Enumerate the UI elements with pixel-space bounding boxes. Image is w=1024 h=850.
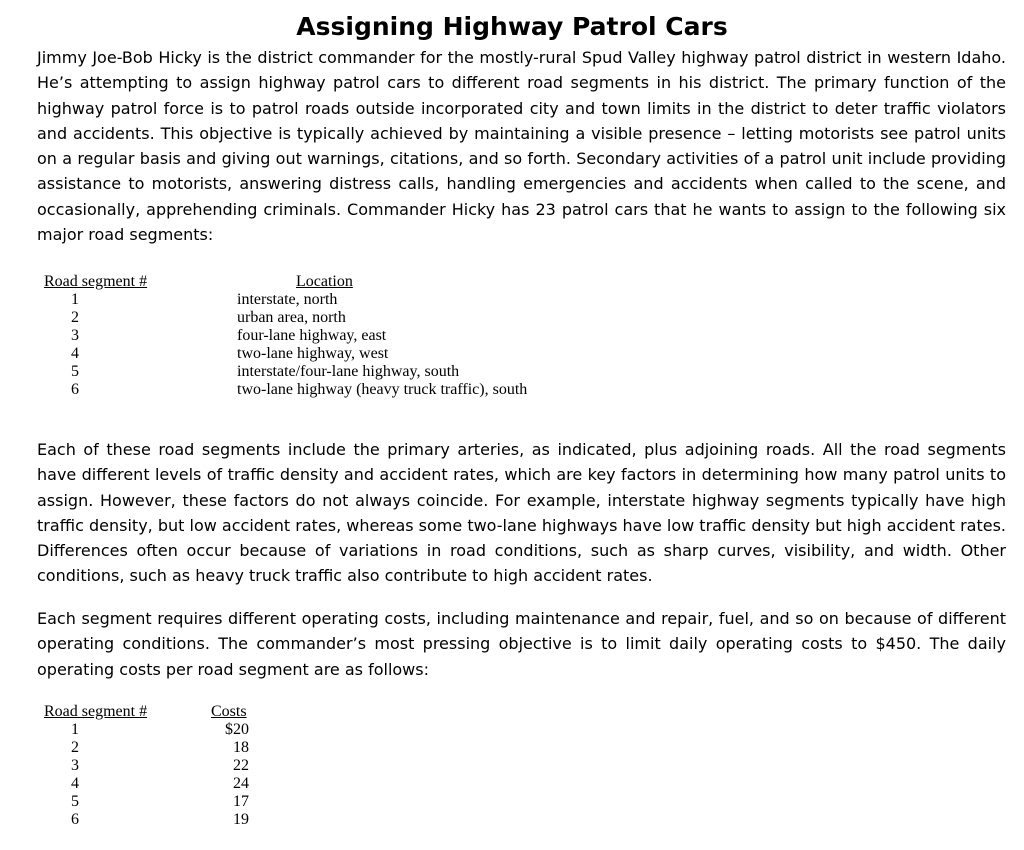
location-table [44, 273, 644, 423]
segment-number: 1 [71, 721, 79, 738]
traffic-paragraph: Each of these road segments include the primary arteries, as indicated, plus adjoining roads. All the road segments have different levels of traffic density and accident rates, which are key factors in determining how many patrol units to assign. However, these factors do not always coincide. For example, interstate highway segments typically have high traffic density, but low accident rates, whereas some two-lane highways have low traffic density but high accident rates. Differences often occur because of variations in road conditions, such as sharp curves, visibility, and width. Other conditions, such as heavy truck traffic also contribute to high accident rates. [37, 440, 1006, 586]
location-cell: interstate, north [237, 291, 338, 308]
page-title: Assigning Highway Patrol Cars [296, 12, 728, 41]
segment-column [44, 721, 106, 829]
segment-number: 1 [71, 291, 79, 308]
segment-number: 4 [71, 775, 79, 792]
segment-number: 2 [71, 309, 79, 326]
location-cell: urban area, north [237, 309, 346, 326]
cost-cell: 18 [233, 739, 249, 756]
cost-cell: $20 [225, 721, 249, 738]
segment-column [44, 291, 106, 399]
location-cell: two-lane highway (heavy truck traffic), south [237, 381, 528, 398]
segment-number: 4 [71, 345, 79, 362]
cost-table [44, 703, 344, 843]
location-cell: interstate/four-lane highway, south [237, 363, 460, 380]
segment-number: 3 [71, 327, 79, 344]
location-column-header: Location [296, 273, 353, 290]
cost-cell: 17 [233, 793, 249, 810]
location-cell: two-lane highway, west [237, 345, 389, 362]
segment-number: 6 [71, 381, 79, 398]
location-cell: four-lane highway, east [237, 327, 387, 344]
segment-number: 2 [71, 739, 79, 756]
location-column [237, 291, 527, 399]
cost-cell: 24 [233, 775, 249, 792]
segment-column-header: Road segment # [44, 703, 148, 720]
segment-column-header: Road segment # [44, 273, 148, 290]
costs-column-header: Costs [211, 703, 247, 720]
costs-column [204, 721, 249, 829]
cost-cell: 22 [233, 757, 249, 774]
segment-number: 6 [71, 811, 79, 828]
costs-paragraph: Each segment requires different operating costs, including maintenance and repair, fuel, and so on because of different operating conditions. The commander’s most pressing objective is to limit daily operating costs to $450. The daily operating costs per road segment are as follows: [37, 609, 1006, 679]
segment-number: 3 [71, 757, 79, 774]
cost-cell: 19 [233, 811, 249, 828]
segment-number: 5 [71, 363, 79, 380]
intro-paragraph: Jimmy Joe-Bob Hicky is the district commander for the mostly-rural Spud Valley highway patrol district in western Idaho. He’s attempting to assign highway patrol cars to different road segments in his district. The primary function of the highway patrol force is to patrol roads outside incorporated city and town limits in the district to deter traffic violators and accidents. This objective is typically achieved by maintaining a visible presence – letting motorists see patrol units on a regular basis and giving out warnings, citations, and so forth. Secondary activities of a patrol unit include providing assistance to motorists, answering distress calls, handling emergencies and accidents when called to the scene, and occasionally, apprehending criminals. Commander Hicky has 23 patrol cars that he wants to assign to the following six major road segments: [37, 48, 1006, 245]
segment-number: 5 [71, 793, 79, 810]
